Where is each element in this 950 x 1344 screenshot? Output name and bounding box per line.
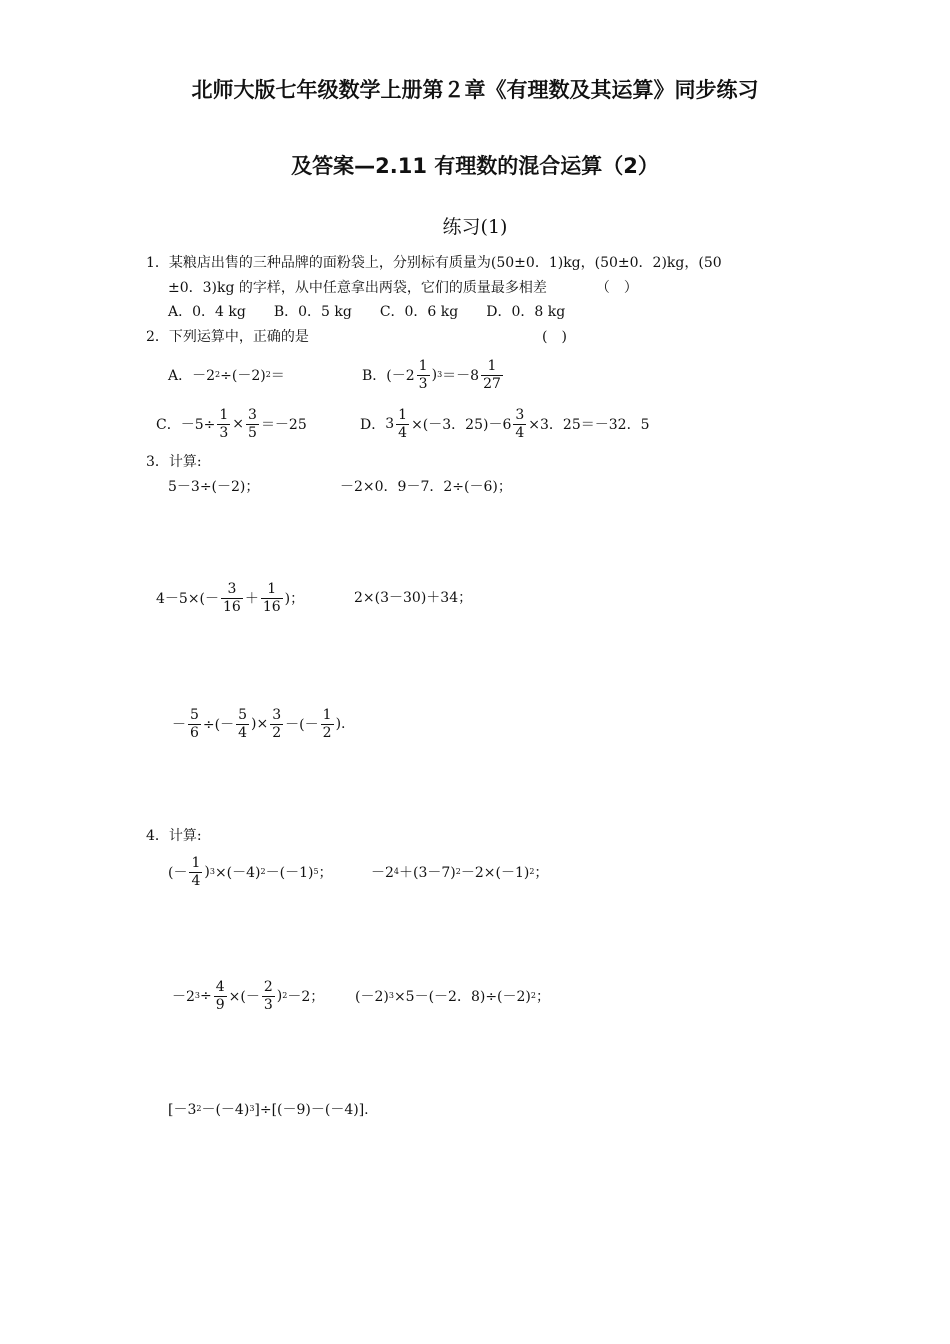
q4-e1-fraction: 1 4 (191, 854, 201, 889)
q2-option-c (156, 401, 307, 447)
q4-e2-mid2: －2×(－1) (460, 865, 530, 881)
q3-e3-fraction-2: 1 16 (262, 580, 281, 615)
q2-b-pre: (－2 (386, 368, 415, 384)
q3-e5-fraction-3: $\frac{3}{2}$ (272, 706, 282, 741)
q4-e3-mid: ×(－ (228, 989, 260, 1005)
q4-e3-div: ÷ (200, 988, 212, 1004)
q2-d-post: ×3．25＝－32．5 (528, 417, 650, 433)
q4-e3-fraction-1: $\frac{4}{9}$ (215, 978, 225, 1013)
q4-expr-1: (－ 1 4 ) 3 ×(－4) 2 －(－1) 5 ； (168, 854, 333, 889)
q2-d-label: D． (360, 417, 386, 433)
q2-b-close: ) (431, 367, 438, 383)
q4-stem: 4．计算: (146, 828, 202, 844)
q4-e4-post: ； (535, 989, 550, 1005)
q2-c-fraction-2: $\frac{3}{5}$ (248, 406, 257, 441)
q2-c-post: ＝－25 (260, 417, 307, 433)
q3-e5-post: ). (335, 716, 346, 732)
q3-e5-mid1: ÷(－ (202, 717, 235, 733)
q4-e4-mid: ×5－(－2．8)÷(－2) (393, 989, 531, 1005)
q2-option-a: A． －2 2 ÷(－2) 2 ＝ (168, 362, 285, 388)
q3-e5-mid3: －(－ (285, 717, 319, 733)
q4-e2-post: ； (534, 865, 549, 881)
q2-d-pre: 3 (385, 416, 395, 432)
q4-e5-mid: －(－4) (201, 1102, 250, 1118)
q4-e5-pre: [－3 (168, 1102, 197, 1118)
q3-e5-mid2: )× (251, 716, 269, 732)
q2-option-d (360, 401, 649, 447)
q2-b-fraction-2: 1 27 (483, 357, 501, 392)
q2-option-b: B． (－2 1 3 ) 3 ＝－8 1 27 (362, 357, 501, 392)
q4-e4-pre: (－2) (355, 989, 389, 1005)
q4-expr-4: (－2) 3 ×5－(－2．8)÷(－2) 2 ； (355, 983, 550, 1009)
q3-e5-pre: － (172, 717, 186, 733)
section-heading: 练习(1) (442, 216, 508, 238)
page-title-line2: 及答案—2.11 有理数的混合运算（2） (291, 154, 659, 178)
q3-expr-3 (156, 575, 304, 621)
q3-e3-post: )； (284, 591, 305, 607)
q4-e1-pre: (－ (168, 865, 188, 881)
q4-e3-close: ) (276, 988, 283, 1004)
q4-expr-3: －2 3 ÷ $\frac{4}{9}$ ×(－ 2 3 ) 2 －2； (172, 978, 325, 1013)
q2-a-mid: ÷(－2) (220, 368, 266, 384)
q2-answer-blank: ( ) (542, 329, 567, 345)
q2-c-times: × (232, 416, 245, 432)
q4-e1-close: ) (204, 864, 210, 880)
q2-c-pre: －5÷ (180, 417, 216, 433)
q4-e1-mid2: －(－1) (265, 865, 314, 881)
q4-e1-mid: ×(－4) (214, 865, 261, 881)
q4-e3-fraction-2: 2 3 (263, 978, 273, 1013)
q3-e5-fraction-2: 5 4 (238, 706, 248, 741)
q4-e3-post: －2； (287, 989, 325, 1005)
q4-e2-pre: －2 (371, 865, 394, 881)
q1-line2: ±0．3)kg 的字样，从中任意拿出两袋，它们的质量最多相差 （ ） (168, 280, 638, 296)
q3-expr-4: 2×(3－30)＋34； (354, 590, 473, 606)
q4-e1-post: ； (318, 865, 333, 881)
q3-e5-fraction-1: $\frac{5}{6}$ (190, 706, 199, 741)
q3-stem: 3．计算: (146, 454, 202, 470)
q4-expr-5: [－3 2 －(－4) 3 ]÷[(－9)－(－4)]. (168, 1096, 369, 1122)
q4-expr-2: －2 4 ＋(3－7) 2 －2×(－1) 2 ； (371, 859, 548, 885)
q2-d-fraction-2: $\frac{3}{4}$ (515, 406, 525, 441)
q4-e3-pre: －2 (172, 989, 195, 1005)
q3-expr-1: 5－3÷(－2)； (168, 479, 260, 495)
q2-b-fraction-1: 1 3 (418, 357, 428, 392)
q1-options: A．0．4 kg B．0．5 kg C．0．6 kg D．0．8 kg (168, 304, 566, 320)
q2-c-fraction-1: $\frac{1}{3}$ (219, 406, 229, 441)
q2-c-label: C． (156, 417, 181, 433)
q3-e3-pre: 4－5×(－ (156, 591, 220, 607)
q2-b-label: B． (362, 368, 387, 384)
q2-a-base: －2 (192, 368, 216, 384)
q3-expr-2: －2×0．9－7．2÷(－6)； (340, 479, 512, 495)
q3-e3-fraction-1: 3 16 (223, 580, 241, 615)
q4-e2-mid: ＋(3－7) (399, 865, 456, 881)
q2-d-fraction-1: $\frac{1}{4}$ (398, 406, 408, 441)
q3-e3-plus: ＋ (244, 591, 259, 607)
q2-d-mid: ×(－3．25)－6 (411, 417, 512, 433)
q2-a-equals: ＝ (270, 368, 285, 384)
q3-e5-fraction-4: 1 2 (322, 706, 332, 741)
q1-line1: 1．某粮店出售的三种品牌的面粉袋上，分别标有质量为(50±0．1)kg，(50±0．2)kg，(50 (146, 255, 722, 271)
q4-e5-post: ]÷[(－9)－(－4)]. (254, 1102, 369, 1118)
q2-b-post: ＝－8 (442, 368, 480, 384)
q3-expr-5 (172, 701, 345, 747)
page-title-line1: 北师大版七年级数学上册第２章《有理数及其运算》同步练习 (191, 78, 759, 102)
q2-a-label: A． (168, 368, 193, 384)
q2-stem: 2．下列运算中，正确的是 (146, 329, 309, 345)
